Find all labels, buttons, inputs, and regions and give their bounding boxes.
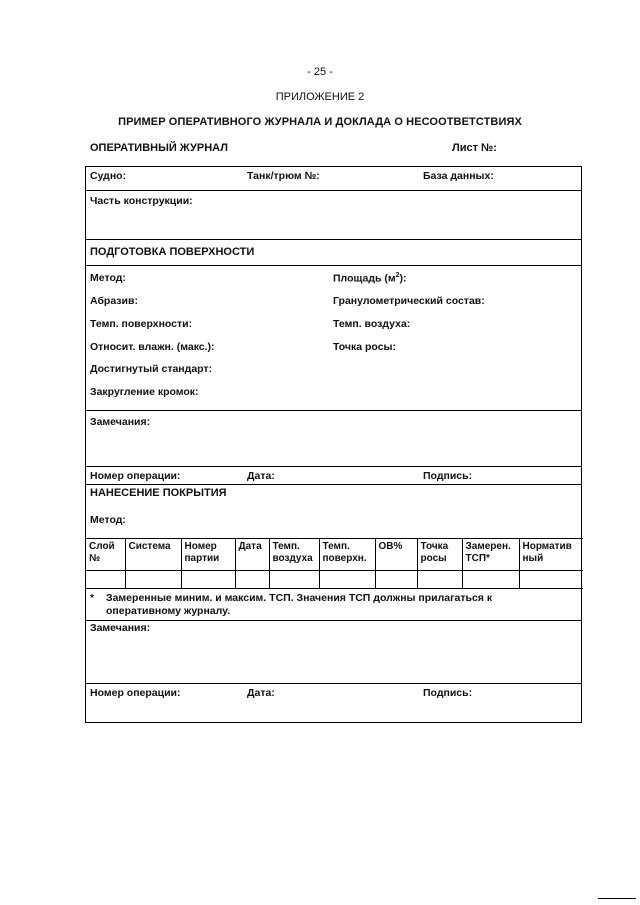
- appendix-label: ПРИЛОЖЕНИЕ 2: [275, 91, 365, 103]
- coating-remarks-label: Замечания:: [90, 622, 151, 634]
- column-header: Дата: [235, 539, 269, 571]
- area-label: Площадь $(м^2)$:: [333, 272, 407, 285]
- journal-form: [85, 166, 582, 723]
- table-cell[interactable]: [86, 571, 125, 589]
- coating-date-label: Дата:: [247, 687, 275, 699]
- sheet-number-label: Лист №:: [452, 142, 497, 154]
- column-header: Темп. поверхн.: [319, 539, 375, 571]
- column-header: ОВ%: [375, 539, 417, 571]
- table-cell[interactable]: [519, 571, 583, 589]
- coating-operation-number-label: Номер операции:: [90, 687, 181, 699]
- date-label: Дата:: [247, 470, 275, 482]
- table-cell[interactable]: [375, 571, 417, 589]
- column-header: Система: [125, 539, 181, 571]
- coating-signature-label: Подпись:: [423, 687, 473, 699]
- journal-title: ОПЕРАТИВНЫЙ ЖУРНАЛ: [90, 142, 228, 154]
- page-edge-mark: [598, 898, 636, 899]
- dew-point-label: Точка росы:: [333, 341, 397, 353]
- method-label: Метод:: [90, 272, 126, 284]
- operation-number-label: Номер операции:: [90, 470, 181, 482]
- divider: [86, 683, 581, 684]
- column-header: Темп. воздуха: [269, 539, 319, 571]
- column-header: Номер партии: [181, 539, 235, 571]
- grain-size-label: Гранулометрический состав:: [333, 295, 485, 307]
- air-temp-label: Темп. воздуха:: [333, 318, 411, 330]
- table-cell[interactable]: [462, 571, 519, 589]
- vessel-label: Судно:: [90, 170, 127, 182]
- table-cell[interactable]: [417, 571, 462, 589]
- standard-label: Достигнутый стандарт:: [90, 363, 213, 375]
- page-number: - 25 -: [307, 66, 333, 78]
- divider: [86, 265, 581, 266]
- table-cell[interactable]: [319, 571, 375, 589]
- remarks-label: Замечания:: [90, 416, 151, 428]
- table-cell[interactable]: [125, 571, 181, 589]
- column-header: Слой №: [86, 539, 125, 571]
- footnote-text: Замеренные миним. и максим. ТСП. Значения ТСП должны прилагаться к оперативному журналу.: [106, 592, 493, 617]
- database-label: База данных:: [423, 170, 494, 182]
- divider: [86, 410, 581, 411]
- document-title: ПРИМЕР ОПЕРАТИВНОГО ЖУРНАЛА И ДОКЛАДА О НЕСООТВЕТСТВИЯХ: [118, 116, 522, 128]
- coating-table: [86, 538, 583, 589]
- humidity-label: Относит. влажн. (макс.):: [90, 341, 215, 353]
- structure-part-label: Часть конструкции:: [90, 195, 193, 207]
- divider: [86, 190, 581, 191]
- signature-label: Подпись:: [423, 470, 473, 482]
- divider: [86, 484, 581, 485]
- table-row: [86, 571, 583, 589]
- abrasive-label: Абразив:: [90, 295, 138, 307]
- column-header: Норматив ный: [519, 539, 583, 571]
- table-header-row: [86, 539, 583, 571]
- edge-rounding-label: Закругление кромок:: [90, 386, 199, 398]
- table-cell[interactable]: [181, 571, 235, 589]
- column-header: Замерен. ТСП*: [462, 539, 519, 571]
- table-cell[interactable]: [235, 571, 269, 589]
- column-header: Точка росы: [417, 539, 462, 571]
- divider: [86, 466, 581, 467]
- surface-prep-title: ПОДГОТОВКА ПОВЕРХНОСТИ: [90, 246, 255, 258]
- divider: [86, 239, 581, 240]
- divider: [86, 620, 581, 621]
- table-cell[interactable]: [269, 571, 319, 589]
- coating-title: НАНЕСЕНИЕ ПОКРЫТИЯ: [90, 487, 227, 499]
- tank-label: Танк/трюм №:: [247, 170, 320, 182]
- footnote-marker: *: [90, 592, 95, 604]
- coating-method-label: Метод:: [90, 514, 126, 526]
- surface-temp-label: Темп. поверхности:: [90, 318, 193, 330]
